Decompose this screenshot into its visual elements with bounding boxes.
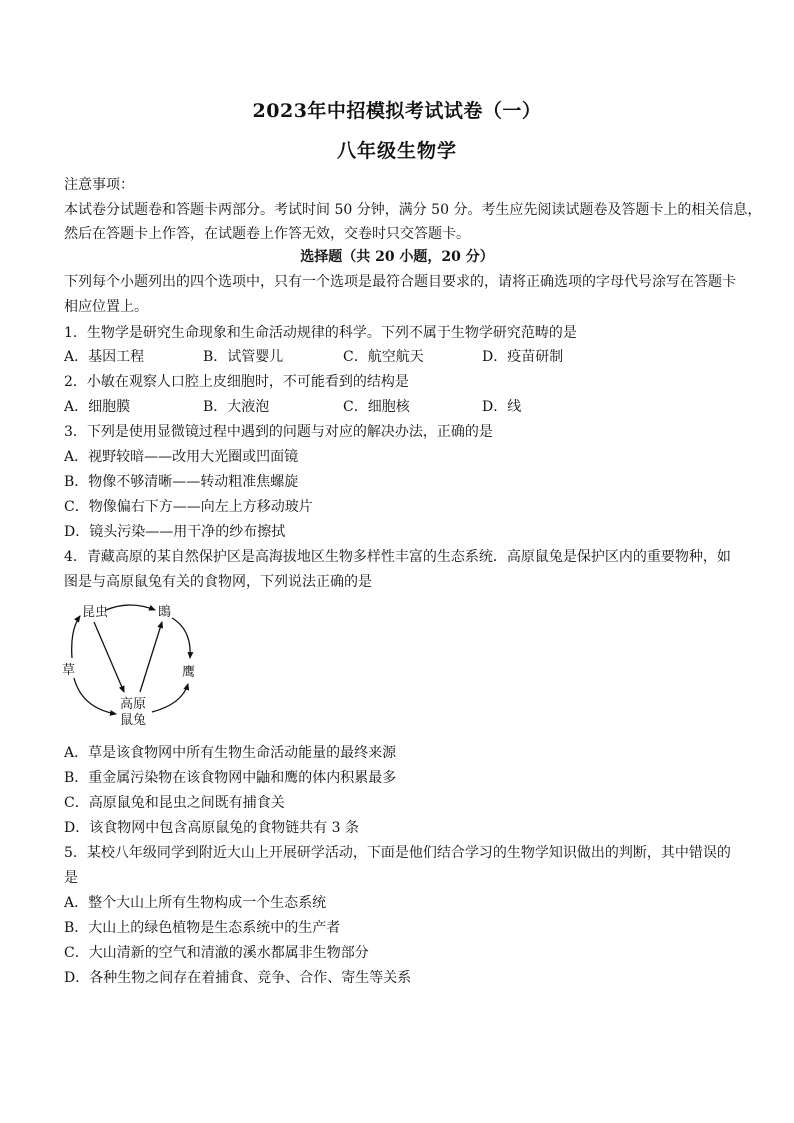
- notice-heading: 注意事项：: [64, 177, 134, 193]
- q1-stem: 1．生物学是研究生命现象和生命活动规律的科学。下列不属于生物学研究范畴的是: [64, 325, 577, 341]
- arrow-grass-to-insect: [72, 616, 80, 658]
- q1-option-d: D．疫苗研制: [482, 349, 564, 365]
- q2-stem: 2．小敏在观察人口腔上皮细胞时，不可能看到的结构是: [64, 374, 409, 390]
- exam-title: 2023年中招模拟考试试卷（一）: [252, 100, 542, 122]
- q2-option-a: A．细胞膜: [64, 399, 131, 415]
- label-bird: 鵖: [158, 605, 172, 620]
- exam-subtitle: 八年级生物学: [336, 140, 457, 162]
- q3-option-c: C．物像偏右下方——向左上方移动玻片: [64, 499, 313, 515]
- q2-option-b: B．大液泡: [203, 399, 270, 415]
- label-pika-1: 高原: [120, 697, 147, 712]
- arrow-bird-to-eagle: [172, 618, 190, 658]
- q4-option-a: A．草是该食物网中所有生物生命活动能量的最终来源: [64, 745, 397, 761]
- arrow-grass-to-pika: [74, 678, 116, 714]
- q3-option-d: D．镜头污染——用干净的纱布擦拭: [64, 524, 286, 540]
- q1-option-a: A．基因工程: [64, 349, 145, 365]
- food-web-diagram: [60, 600, 210, 735]
- label-insect: 昆虫: [82, 605, 109, 620]
- arrow-pika-to-bird: [140, 622, 162, 692]
- q5-option-a: A．整个大山上所有生物构成一个生态系统: [64, 895, 327, 911]
- arrow-insect-to-pika: [94, 622, 124, 692]
- q4-stem-2: 图是与高原鼠兔有关的食物网，下列说法正确的是: [64, 574, 372, 590]
- q5-option-d: D．各种生物之间存在着捕食、竞争、合作、寄生等关系: [64, 970, 412, 986]
- q1-option-c: C．航空航天: [343, 349, 424, 365]
- q3-stem: 3．下列是使用显微镜过程中遇到的问题与对应的解决办法，正确的是: [64, 424, 493, 440]
- q4-option-b: B．重金属污染物在该食物网中鼬和鹰的体内积累最多: [64, 770, 397, 786]
- q4-option-c: C．高原鼠兔和昆虫之间既有捕食关: [64, 795, 285, 811]
- section-title: 选择题（共 20 小题，20 分）: [300, 249, 494, 265]
- section-instruction-1: 下列每个小题列出的四个选项中，只有一个选项是最符合题目要求的，请将正确选项的字母代号涂写在答题卡: [64, 274, 736, 290]
- q1-option-b: B．试管婴儿: [203, 349, 284, 365]
- label-pika-2: 鼠兔: [120, 713, 147, 728]
- section-instruction-2: 相应位置上。: [64, 299, 148, 315]
- q5-option-b: B．大山上的绿色植物是生态系统中的生产者: [64, 920, 341, 936]
- q5-option-c: C．大山清新的空气和清澈的溪水都属非生物部分: [64, 945, 369, 961]
- q2-option-c: C．细胞核: [343, 399, 410, 415]
- arrow-pika-to-eagle: [152, 684, 188, 712]
- q3-option-b: B．物像不够清晰——转动粗准焦螺旋: [64, 474, 299, 490]
- notice-line-1: 本试卷分试题卷和答题卡两部分。考试时间 50 分钟，满分 50 分。考生应先阅读试题卷及答题卡上的相关信息，: [64, 202, 762, 218]
- q5-stem-2: 是: [64, 870, 78, 886]
- arrow-insect-to-bird: [106, 605, 155, 610]
- q3-option-a: A．视野较暗——改用大光圈或凹面镜: [64, 449, 299, 465]
- label-grass: 草: [62, 663, 76, 678]
- q5-stem-1: 5．某校八年级同学到附近大山上开展研学活动，下面是他们结合学习的生物学知识做出的判断，其中错误的: [64, 845, 731, 861]
- label-eagle: 鹰: [182, 665, 196, 680]
- q4-option-d: D．该食物网中包含高原鼠兔的食物链共有 3 条: [64, 820, 360, 836]
- notice-line-2: 然后在答题卡上作答，在试题卷上作答无效，交卷时只交答题卡。: [64, 226, 470, 242]
- q4-stem-1: 4．青藏高原的某自然保护区是高海拔地区生物多样性丰富的生态系统．高原鼠兔是保护区内的重要物种，如: [64, 549, 731, 565]
- q2-option-d: D．线: [482, 399, 522, 415]
